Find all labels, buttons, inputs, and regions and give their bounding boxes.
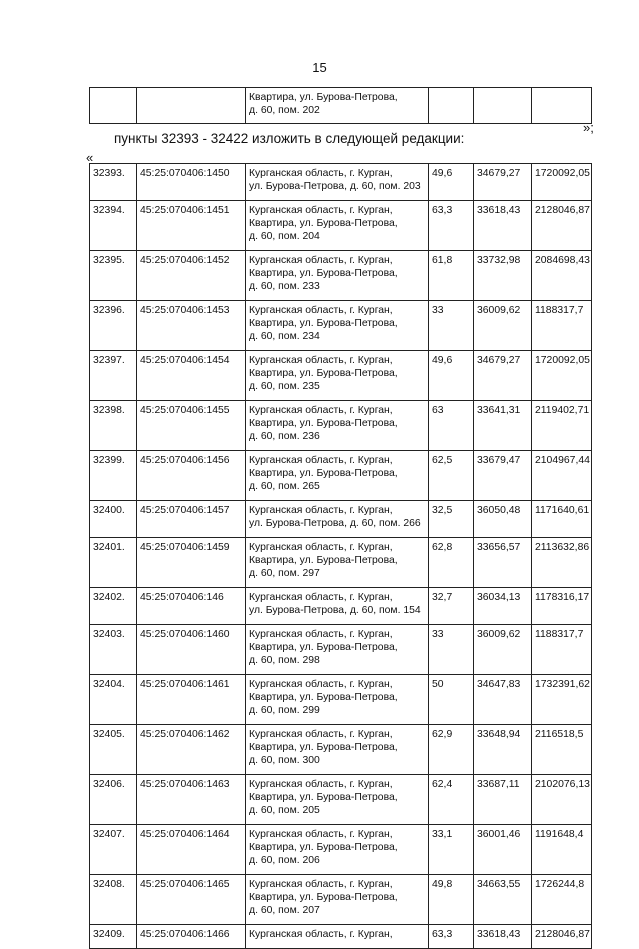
area-cell: 62,5	[429, 451, 474, 501]
row-number-cell: 32401.	[90, 538, 137, 588]
address-cell: Курганская область, г. Курган, Квартира, ул. Бурова-Петрова, д. 60, пом. 265	[246, 451, 429, 501]
price-per-sqm-cell	[474, 88, 532, 124]
total-value-cell: 1720092,05	[532, 351, 592, 401]
total-value-cell: 2119402,71	[532, 401, 592, 451]
total-value-cell: 1720092,05	[532, 164, 592, 201]
row-number-cell: 32406.	[90, 775, 137, 825]
total-value-cell: 2102076,13	[532, 775, 592, 825]
total-value-cell: 2116518,5	[532, 725, 592, 775]
cadastral-number-cell: 45:25:070406:1464	[137, 825, 246, 875]
closing-quote: »;	[583, 120, 594, 135]
table-row	[90, 201, 592, 251]
table-row	[90, 825, 592, 875]
property-table-body	[90, 164, 592, 949]
price-per-sqm-cell: 34679,27	[474, 164, 532, 201]
area-cell: 62,9	[429, 725, 474, 775]
area-cell: 49,6	[429, 164, 474, 201]
area-cell: 61,8	[429, 251, 474, 301]
total-value-cell: 2128046,87	[532, 201, 592, 251]
row-number-cell: 32397.	[90, 351, 137, 401]
price-per-sqm-cell: 36034,13	[474, 588, 532, 625]
area-cell	[429, 88, 474, 124]
table-row	[90, 88, 592, 124]
table-row	[90, 725, 592, 775]
price-per-sqm-cell: 33618,43	[474, 925, 532, 949]
price-per-sqm-cell: 36009,62	[474, 301, 532, 351]
address-cell: Курганская область, г. Курган, Квартира, ул. Бурова-Петрова, д. 60, пом. 300	[246, 725, 429, 775]
address-cell: Курганская область, г. Курган, Квартира, ул. Бурова-Петрова, д. 60, пом. 235	[246, 351, 429, 401]
area-cell: 32,5	[429, 501, 474, 538]
area-cell: 32,7	[429, 588, 474, 625]
row-number-cell: 32408.	[90, 875, 137, 925]
row-number-cell: 32409.	[90, 925, 137, 949]
price-per-sqm-cell: 33679,47	[474, 451, 532, 501]
total-value-cell: 1178316,17	[532, 588, 592, 625]
address-cell: Курганская область, г. Курган, ул. Бурова-Петрова, д. 60, пом. 154	[246, 588, 429, 625]
address-cell: Курганская область, г. Курган, Квартира, ул. Бурова-Петрова, д. 60, пом. 234	[246, 301, 429, 351]
address-cell: Курганская область, г. Курган, Квартира, ул. Бурова-Петрова, д. 60, пом. 204	[246, 201, 429, 251]
previous-table-fragment	[89, 87, 592, 124]
address-cell: Курганская область, г. Курган, Квартира, ул. Бурова-Петрова, д. 60, пом. 297	[246, 538, 429, 588]
address-cell: Курганская область, г. Курган,	[246, 925, 429, 949]
cadastral-number-cell: 45:25:070406:1460	[137, 625, 246, 675]
table-row	[90, 925, 592, 949]
cadastral-number-cell: 45:25:070406:1459	[137, 538, 246, 588]
table-row	[90, 588, 592, 625]
address-cell: Курганская область, г. Курган, Квартира, ул. Бурова-Петрова, д. 60, пом. 298	[246, 625, 429, 675]
cadastral-number-cell: 45:25:070406:1457	[137, 501, 246, 538]
cadastral-number-cell: 45:25:070406:1461	[137, 675, 246, 725]
table-row	[90, 675, 592, 725]
address-cell: Курганская область, г. Курган, Квартира, ул. Бурова-Петрова, д. 60, пом. 299	[246, 675, 429, 725]
area-cell: 33	[429, 625, 474, 675]
table-row	[90, 164, 592, 201]
page-number: 15	[312, 60, 327, 75]
total-value-cell: 1191648,4	[532, 825, 592, 875]
area-cell: 63	[429, 401, 474, 451]
table-row	[90, 775, 592, 825]
row-number-cell: 32396.	[90, 301, 137, 351]
property-table	[89, 163, 592, 949]
total-value-cell: 1188317,7	[532, 625, 592, 675]
price-per-sqm-cell: 33648,94	[474, 725, 532, 775]
cadastral-number-cell: 45:25:070406:1463	[137, 775, 246, 825]
table-row	[90, 301, 592, 351]
cadastral-number-cell: 45:25:070406:1451	[137, 201, 246, 251]
total-value-cell: 1188317,7	[532, 301, 592, 351]
row-number-cell: 32398.	[90, 401, 137, 451]
address-cell: Квартира, ул. Бурова-Петрова, д. 60, пом. 202	[246, 88, 429, 124]
cadastral-number-cell: 45:25:070406:1453	[137, 301, 246, 351]
total-value-cell: 2084698,43	[532, 251, 592, 301]
price-per-sqm-cell: 36050,48	[474, 501, 532, 538]
address-cell: Курганская область, г. Курган, Квартира, ул. Бурова-Петрова, д. 60, пом. 233	[246, 251, 429, 301]
area-cell: 33,1	[429, 825, 474, 875]
area-cell: 49,6	[429, 351, 474, 401]
row-number-cell: 32400.	[90, 501, 137, 538]
row-number-cell: 32394.	[90, 201, 137, 251]
cadastral-number-cell: 45:25:070406:1455	[137, 401, 246, 451]
address-cell: Курганская область, г. Курган, Квартира, ул. Бурова-Петрова, д. 60, пом. 206	[246, 825, 429, 875]
price-per-sqm-cell: 33656,57	[474, 538, 532, 588]
cadastral-number-cell: 45:25:070406:1465	[137, 875, 246, 925]
area-cell: 50	[429, 675, 474, 725]
price-per-sqm-cell: 33641,31	[474, 401, 532, 451]
cadastral-number-cell: 45:25:070406:1454	[137, 351, 246, 401]
table-row	[90, 501, 592, 538]
cadastral-number-cell	[137, 88, 246, 124]
price-per-sqm-cell: 34647,83	[474, 675, 532, 725]
cadastral-number-cell: 45:25:070406:1452	[137, 251, 246, 301]
area-cell: 62,4	[429, 775, 474, 825]
cadastral-number-cell: 45:25:070406:1466	[137, 925, 246, 949]
row-number-cell: 32399.	[90, 451, 137, 501]
row-number-cell: 32407.	[90, 825, 137, 875]
price-per-sqm-cell: 36001,46	[474, 825, 532, 875]
row-number-cell	[90, 88, 137, 124]
area-cell: 49,8	[429, 875, 474, 925]
price-per-sqm-cell: 33732,98	[474, 251, 532, 301]
price-per-sqm-cell: 34663,55	[474, 875, 532, 925]
amendment-text: пункты 32393 - 32422 изложить в следующей редакции:	[114, 131, 465, 146]
row-number-cell: 32403.	[90, 625, 137, 675]
area-cell: 62,8	[429, 538, 474, 588]
cadastral-number-cell: 45:25:070406:1450	[137, 164, 246, 201]
area-cell: 63,3	[429, 925, 474, 949]
row-number-cell: 32402.	[90, 588, 137, 625]
opening-quote: «	[86, 150, 94, 165]
total-value-cell: 1726244,8	[532, 875, 592, 925]
table-row	[90, 625, 592, 675]
address-cell: Курганская область, г. Курган, Квартира, ул. Бурова-Петрова, д. 60, пом. 205	[246, 775, 429, 825]
address-cell: Курганская область, г. Курган, ул. Бурова-Петрова, д. 60, пом. 203	[246, 164, 429, 201]
table-row	[90, 451, 592, 501]
table-row	[90, 875, 592, 925]
total-value-cell	[532, 88, 592, 124]
total-value-cell: 2128046,87	[532, 925, 592, 949]
area-cell: 33	[429, 301, 474, 351]
total-value-cell: 2104967,44	[532, 451, 592, 501]
table-row	[90, 251, 592, 301]
total-value-cell: 1171640,61	[532, 501, 592, 538]
address-cell: Курганская область, г. Курган, ул. Бурова-Петрова, д. 60, пом. 266	[246, 501, 429, 538]
row-number-cell: 32405.	[90, 725, 137, 775]
address-cell: Курганская область, г. Курган, Квартира, ул. Бурова-Петрова, д. 60, пом. 207	[246, 875, 429, 925]
price-per-sqm-cell: 33618,43	[474, 201, 532, 251]
row-number-cell: 32404.	[90, 675, 137, 725]
area-cell: 63,3	[429, 201, 474, 251]
price-per-sqm-cell: 34679,27	[474, 351, 532, 401]
cadastral-number-cell: 45:25:070406:1462	[137, 725, 246, 775]
price-per-sqm-cell: 36009,62	[474, 625, 532, 675]
table-row	[90, 401, 592, 451]
row-number-cell: 32395.	[90, 251, 137, 301]
total-value-cell: 1732391,62	[532, 675, 592, 725]
cadastral-number-cell: 45:25:070406:1456	[137, 451, 246, 501]
address-cell: Курганская область, г. Курган, Квартира, ул. Бурова-Петрова, д. 60, пом. 236	[246, 401, 429, 451]
cadastral-number-cell: 45:25:070406:146	[137, 588, 246, 625]
total-value-cell: 2113632,86	[532, 538, 592, 588]
price-per-sqm-cell: 33687,11	[474, 775, 532, 825]
row-number-cell: 32393.	[90, 164, 137, 201]
table-row	[90, 351, 592, 401]
table-row	[90, 538, 592, 588]
